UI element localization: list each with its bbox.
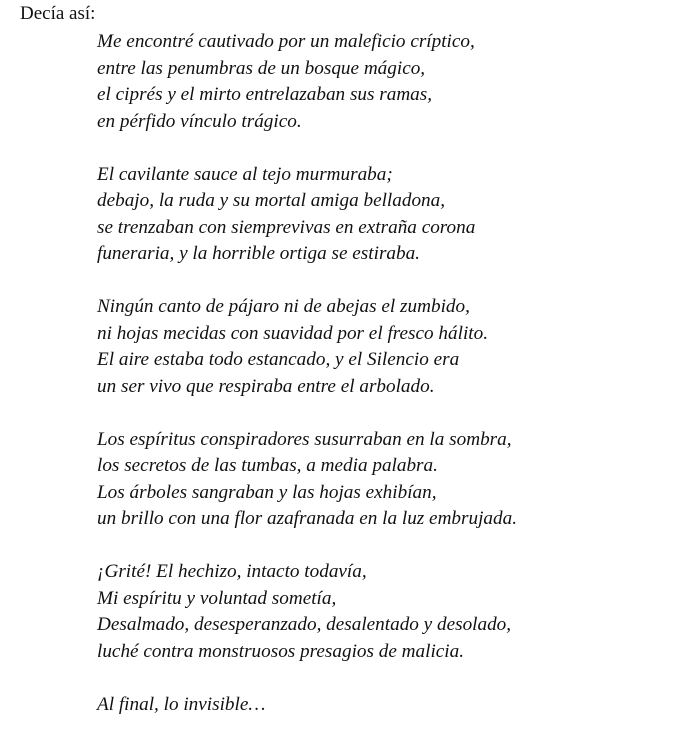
poem-line: se trenzaban con siemprevivas en extraña corona	[97, 216, 476, 238]
poem-line: un ser vivo que respiraba entre el arbolado.	[97, 375, 435, 397]
poem-line: Ningún canto de pájaro ni de abejas el zumbido,	[97, 296, 470, 317]
stanza-4	[97, 427, 667, 533]
poem-line: El aire estaba todo estancado, y el Silencio era	[97, 349, 460, 370]
stanza-3	[97, 294, 667, 400]
poem-line: ni hojas mecidas con suavidad por el fresco hálito.	[97, 322, 488, 344]
poem	[97, 29, 667, 745]
stanza-2	[97, 162, 667, 268]
poem-line: luché contra monstruosos presagios de malicia.	[97, 640, 465, 662]
poem-line: Desalmado, desesperanzado, desalentado y desolado,	[97, 614, 512, 635]
poem-line: funeraria, y la horrible ortiga se estiraba.	[97, 243, 420, 264]
poem-line: un brillo con una flor azafranada en la luz embrujada.	[97, 508, 517, 529]
stanza-6	[97, 692, 667, 719]
poem-line: Los espíritus conspiradores susurraban en la sombra,	[97, 428, 512, 450]
stanza-1	[97, 29, 667, 135]
poem-line: Los árboles sangraban y las hojas exhibían,	[97, 481, 437, 503]
stanza-5	[97, 559, 667, 665]
poem-line: los secretos de las tumbas, a media palabra.	[97, 455, 438, 476]
intro-text: Decía así:	[20, 3, 96, 24]
poem-line: el ciprés y el mirto entrelazaban sus ramas,	[97, 84, 433, 105]
poem-line: Me encontré cautivado por un maleficio críptico,	[97, 31, 475, 52]
poem-line: ¡Grité! El hechizo, intacto todavía,	[97, 561, 367, 582]
poem-line: El cavilante sauce al tejo murmuraba;	[97, 163, 393, 185]
poem-line: Al final, lo invisible…	[97, 693, 266, 715]
poem-line: Mi espíritu y voluntad sometía,	[97, 587, 337, 609]
poem-line: en pérfido vínculo trágico.	[97, 110, 302, 132]
poem-line: entre las penumbras de un bosque mágico,	[97, 57, 426, 79]
poem-line: debajo, la ruda y su mortal amiga belladona,	[97, 190, 446, 211]
